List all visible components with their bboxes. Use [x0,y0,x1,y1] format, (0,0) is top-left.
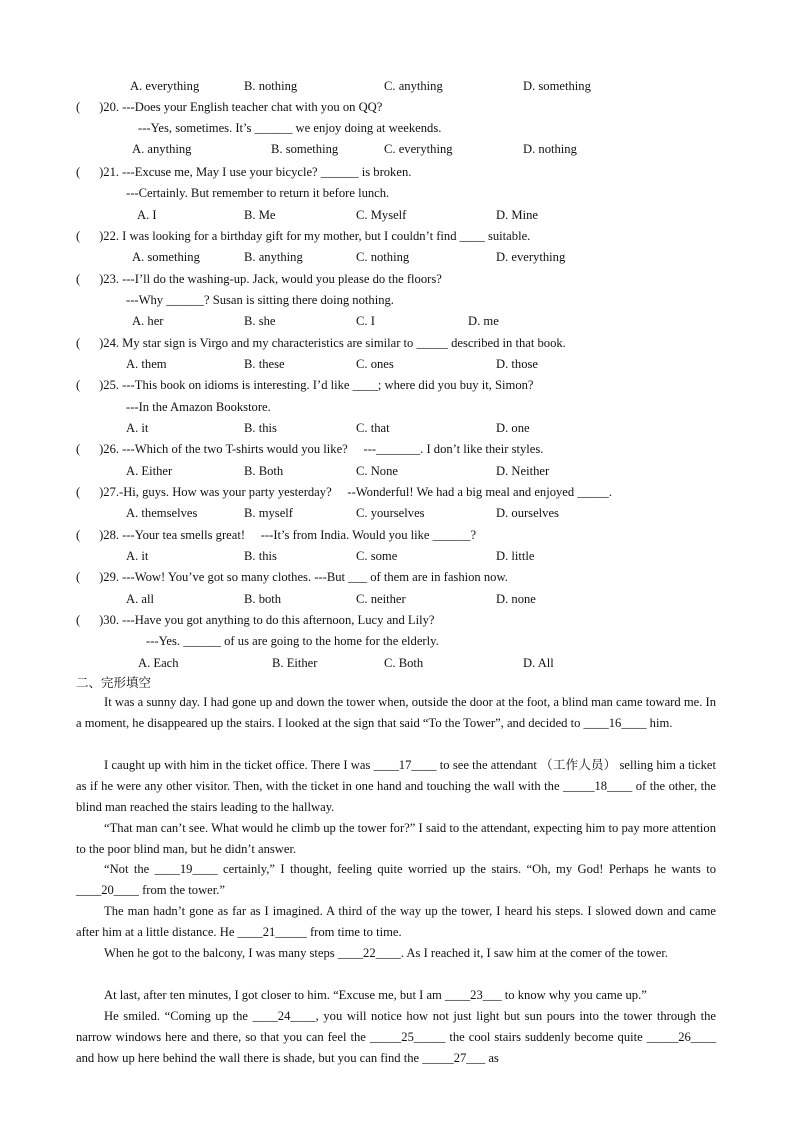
q25-stem: ( )25. ---This book on idioms is interesting. I’d like ____; where did you buy it, Simon? [76,378,534,392]
q21-options [0,208,794,223]
q23-options [0,314,794,329]
q19-option-b: B. nothing [244,79,298,93]
q29-option-c: C. neither [356,592,406,606]
q27-option-d: D. ourselves [496,506,559,520]
q24-option-a: A. them [126,357,167,371]
q29-option-a: A. all [126,592,154,606]
q20-stem: ( )20. ---Does your English teacher chat with you on QQ? [76,100,383,114]
q26-option-d: D. Neither [496,464,550,478]
q27-options [0,506,794,521]
q19-option-d: D. something [523,79,591,93]
q24-option-d: D. those [496,357,538,371]
cloze-paragraph-1: It was a sunny day. I had gone up and down the tower when, outside the door at the foot, a blind man came toward me. In a moment, he disappeared up the stairs. I looked at the sign that said “To the Tower”, and decided to ____16____ him. [76,695,716,730]
q30-reply: ---Yes. ______ of us are going to the home for the elderly. [146,634,439,648]
q23-option-b: B. she [244,314,276,328]
q21-reply: ---Certainly. But remember to return it before lunch. [126,186,390,200]
q23-stem: ( )23. ---I’ll do the washing-up. Jack, would you please do the floors? [76,272,442,286]
q28-option-b: B. this [244,549,277,563]
q27-option-c: C. yourselves [356,506,425,520]
q24-stem: ( )24. My star sign is Virgo and my characteristics are similar to _____ described in that book. [76,336,566,350]
q22-option-b: B. anything [244,250,303,264]
q21-option-c: C. Myself [356,208,407,222]
cloze-paragraph-8: He smiled. “Coming up the ____24____, you will notice how not just light but sun pours into the tower through the narrow windows here and there, so that you can feel the _____25_____ the cool stairs suddenly become quite _____26____ and how up here behind the wall there is shade, but you can find the _____27___ as [76,1009,716,1065]
q19-options [0,79,794,94]
q23-reply: ---Why ______? Susan is sitting there doing nothing. [126,293,394,307]
q27-option-b: B. myself [244,506,293,520]
q25-option-a: A. it [126,421,149,435]
q29-stem: ( )29. ---Wow! You’ve got so many clothes. ---But ___ of them are in fashion now. [76,570,508,584]
q30-options [0,656,794,671]
q26-option-b: B. Both [244,464,284,478]
q22-stem: ( )22. I was looking for a birthday gift for my mother, but I couldn’t find ____ suitable. [76,229,531,243]
q27-stem: ( )27.-Hi, guys. How was your party yesterday? --Wonderful! We had a big meal and enjoyed _____. [76,485,612,499]
q26-options [0,464,794,479]
q27-option-a: A. themselves [126,506,198,520]
q20-option-b: B. something [271,142,339,156]
q23-option-a: A. her [132,314,164,328]
q28-option-d: D. little [496,549,535,563]
q26-option-a: A. Either [126,464,173,478]
q26-option-c: C. None [356,464,398,478]
q30-option-d: D. All [523,656,554,670]
q24-option-c: C. ones [356,357,394,371]
q28-option-c: C. some [356,549,398,563]
q22-option-a: A. something [132,250,200,264]
q25-options [0,421,794,436]
q30-stem: ( )30. ---Have you got anything to do this afternoon, Lucy and Lily? [76,613,435,627]
q30-option-c: C. Both [384,656,424,670]
cloze-paragraph-3: “That man can’t see. What would he climb up the tower for?” I said to the attendant, expecting him to pay more attention to the poor blind man, but he didn’t answer. [76,821,716,856]
q28-options [0,549,794,564]
cloze-heading: 二、完形填空 [76,675,152,690]
q30-option-a: A. Each [138,656,179,670]
cloze-paragraph-7: At last, after ten minutes, I got closer to him. “Excuse me, but I am ____23___ to know why you came up.” [104,988,647,1002]
cloze-paragraph-4: “Not the ____19____ certainly,” I thought, feeling quite worried up the stairs. “Oh, my God! Perhaps he wants to ____20____ from the tower.” [76,862,716,897]
q19-option-a: A. everything [130,79,200,93]
q24-option-b: B. these [244,357,285,371]
cloze-paragraph-5: The man hadn’t gone as far as I imagined. A third of the way up the tower, I heard his steps. I slowed down and came after him at a little distance. He ____21_____ from time to time. [76,904,716,939]
q20-option-d: D. nothing [523,142,577,156]
q19-option-c: C. anything [384,79,443,93]
q21-option-a: A. I [137,208,157,222]
q25-option-b: B. this [244,421,277,435]
cloze-paragraph-2: I caught up with him in the ticket office. There I was ____17____ to see the attendant （工作人员） selling him a ticket as if he were any other visitor. Then, with the ticket in one hand and touching the wall with the _____18____ of the other, the blind man reached the stairs leading to the hallway. [76,758,716,814]
q28-stem: ( )28. ---Your tea smells great! ---It’s from India. Would you like ______? [76,528,477,542]
q29-option-b: B. both [244,592,282,606]
q20-option-a: A. anything [132,142,192,156]
q22-option-c: C. nothing [356,250,410,264]
q25-option-d: D. one [496,421,530,435]
q21-option-b: B. Me [244,208,276,222]
q20-option-c: C. everything [384,142,453,156]
q25-option-c: C. that [356,421,390,435]
q29-option-d: D. none [496,592,536,606]
cloze-paragraph-6: When he got to the balcony, I was many steps ____22____. As I reached it, I saw him at the comer of the tower. [104,946,669,960]
q26-stem: ( )26. ---Which of the two T-shirts would you like? ---_______. I don’t like their styles. [76,442,544,456]
q21-stem: ( )21. ---Excuse me, May I use your bicycle? ______ is broken. [76,165,412,179]
q22-option-d: D. everything [496,250,566,264]
q28-option-a: A. it [126,549,149,563]
q21-option-d: D. Mine [496,208,538,222]
q29-options [0,592,794,607]
q24-options [0,357,794,372]
q20-options [0,142,794,157]
q20-reply: ---Yes, sometimes. It’s ______ we enjoy doing at weekends. [138,121,442,135]
q23-option-d: D. me [468,314,499,328]
q25-reply: ---In the Amazon Bookstore. [126,400,271,414]
q23-option-c: C. I [356,314,375,328]
q30-option-b: B. Either [272,656,318,670]
q22-options [0,250,794,265]
